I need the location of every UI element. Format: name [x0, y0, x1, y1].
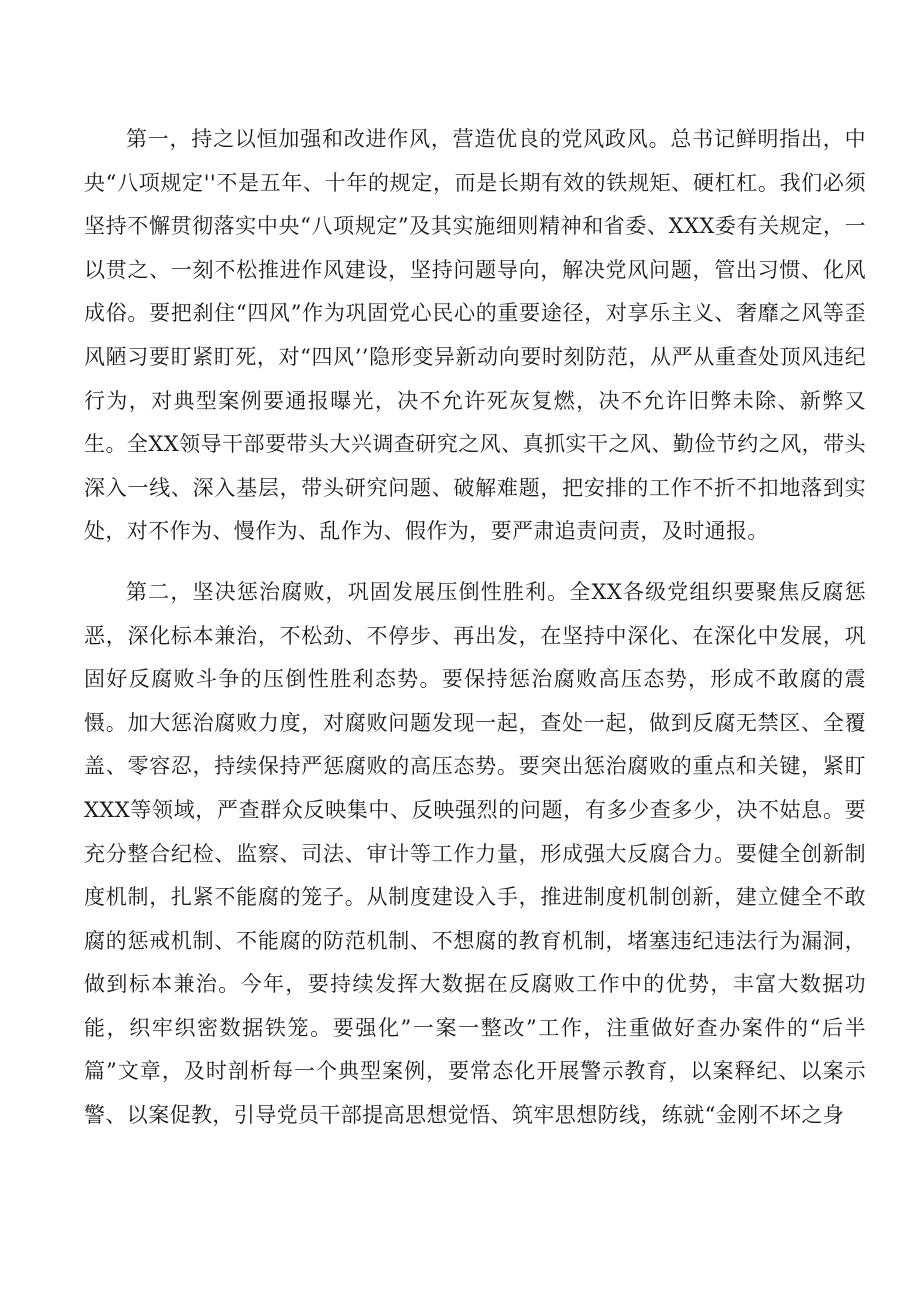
paragraph-1: 第一，持之以恒加强和改进作风，营造优良的党风政风。总书记鲜明指出，中央“八项规定''不是五年、十年的规定，而是长期有效的铁规矩、硬杠杠。我们必须坚持不懈贯彻落实中央“八项规定”及其实施细则精神和省委、XXX委有关规定，一以贯之、一刻不松推进作风建设，坚持问题导向，解决党风问题，管出习惯、化风成俗。要把刹住“四风”作为巩固党心民心的重要途径，对享乐主义、奢靡之风等歪风陋习要盯紧盯死，对“四风’’隐形变异新动向要时刻防范，从严从重查处顶风违纪行为，对典型案例要通报曝光，决不允许死灰复燃，决不允许旧弊未除、新弊又生。全XX领导干部要带头大兴调查研究之风、真抓实干之风、勤俭节约之风，带头深入一线、深入基层，带头研究问题、破解难题，把安排的工作不折不扣地落到实处，对不作为、慢作为、乱作为、假作为，要严肃追责问责，及时通报。	[84, 127, 866, 544]
document-body	[84, 118, 866, 1138]
paragraph-2: 第二，坚决惩治腐败，巩固发展压倒性胜利。全XX各级党组织要聚焦反腐惩恶，深化标本兼治，不松劲、不停步、再出发，在坚持中深化、在深化中发展，巩固好反腐败斗争的压倒性胜利态势。要保持惩治腐败高压态势，形成不敢腐的震慑。加大惩治腐败力度，对腐败问题发现一起，查处一起，做到反腐无禁区、全覆盖、零容忍，持续保持严惩腐败的高压态势。要突出惩治腐败的重点和关键，紧盯XXX等领域，严查群众反映集中、反映强烈的问题，有多少查多少，决不姑息。要充分整合纪检、监察、司法、审计等工作力量，形成强大反腐合力。要健全创新制度机制，扎紧不能腐的笼子。从制度建设入手，推进制度机制创新，建立健全不敢腐的惩戒机制、不能腐的防范机制、不想腐的教育机制，堵塞违纪违法行为漏洞，做到标本兼治。今年，要持续发挥大数据在反腐败工作中的优势，丰富大数据功能，织牢织密数据铁笼。要强化”一案一整改”工作，注重做好查办案件的“后半篇”文章，及时剖析每一个典型案例，要常态化开展警示教育，以案释纪、以案示警、以案促教，引导党员干部提高思想觉悟、筑牢思想防线，练就“金刚不坏之身	[84, 579, 866, 1128]
